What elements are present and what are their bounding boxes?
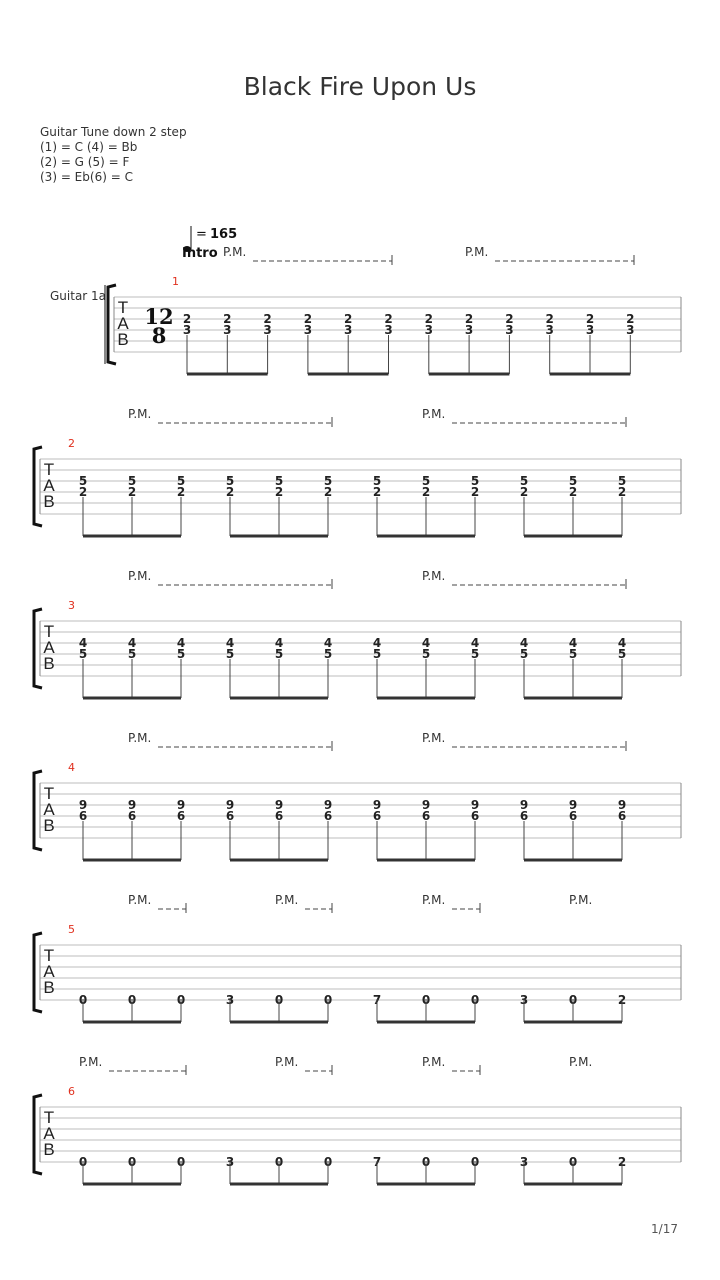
measure-number: 1: [172, 275, 179, 288]
fret-number: 5: [127, 647, 137, 661]
tuning-line: (1) = C (4) = Bb: [40, 140, 138, 154]
tab-clef-letter: B: [117, 330, 129, 349]
fret-number: 5: [225, 647, 235, 661]
tab-clef-letter: B: [43, 1140, 55, 1159]
palm-mute-label: P.M.: [465, 245, 489, 259]
fret-number: 0: [127, 1155, 137, 1169]
fret-number: 5: [176, 474, 186, 488]
fret-number: 9: [421, 798, 431, 812]
fret-number: 2: [372, 485, 382, 499]
palm-mute-label: P.M.: [79, 1055, 103, 1069]
fret-number: 0: [323, 1155, 333, 1169]
tab-clef-letter: B: [43, 654, 55, 673]
fret-number: 2: [274, 485, 284, 499]
measure-number: 6: [68, 1085, 75, 1098]
fret-number: 2: [626, 312, 635, 326]
fret-number: 2: [263, 312, 272, 326]
tab-clef-letter: T: [43, 946, 55, 965]
fret-number: 5: [323, 474, 333, 488]
fret-number: 4: [274, 636, 284, 650]
palm-mute-label: P.M.: [223, 245, 247, 259]
fret-number: 4: [323, 636, 333, 650]
tab-clef-letter: A: [43, 638, 55, 657]
measure-number: 4: [68, 761, 75, 774]
fret-number: 2: [344, 312, 353, 326]
fret-number: 5: [323, 647, 333, 661]
page-number: 1/17: [651, 1222, 678, 1236]
tab-clef-letter: A: [43, 476, 55, 495]
palm-mute-label: P.M.: [128, 407, 152, 421]
fret-number: 6: [127, 809, 137, 823]
fret-number: 3: [519, 1155, 529, 1169]
tab-clef-letter: A: [43, 962, 55, 981]
fret-number: 5: [421, 474, 431, 488]
fret-number: 3: [182, 323, 192, 337]
fret-number: 2: [470, 485, 480, 499]
fret-number: 4: [519, 636, 529, 650]
fret-number: 3: [519, 993, 529, 1007]
measure-number: 5: [68, 923, 75, 936]
fret-number: 3: [626, 323, 635, 337]
fret-number: 0: [421, 993, 431, 1007]
fret-number: 2: [617, 1155, 627, 1169]
tab-clef-letter: A: [117, 314, 129, 333]
fret-number: 3: [344, 323, 353, 337]
fret-number: 2: [424, 312, 433, 326]
tab-clef-letter: B: [43, 978, 55, 997]
fret-number: 3: [505, 323, 514, 337]
fret-number: 9: [323, 798, 333, 812]
fret-number: 9: [372, 798, 382, 812]
fret-number: 0: [568, 1155, 578, 1169]
fret-number: 5: [519, 474, 529, 488]
fret-number: 5: [127, 474, 137, 488]
tempo-bpm: 165: [210, 227, 238, 242]
palm-mute-label: P.M.: [569, 1055, 593, 1069]
fret-number: 0: [78, 993, 88, 1007]
fret-number: 6: [519, 809, 529, 823]
fret-number: 2: [568, 485, 578, 499]
tab-clef-letter: T: [43, 784, 55, 803]
fret-number: 2: [505, 312, 514, 326]
fret-number: 9: [470, 798, 480, 812]
fret-number: 3: [424, 323, 433, 337]
section-label: Intro: [182, 246, 218, 261]
fret-number: 7: [372, 1155, 382, 1169]
fret-number: 6: [225, 809, 235, 823]
tab-clef-letter: T: [43, 1108, 55, 1127]
fret-number: 3: [545, 323, 554, 337]
fret-number: 4: [470, 636, 480, 650]
fret-number: 2: [176, 485, 186, 499]
palm-mute-label: P.M.: [128, 569, 152, 583]
palm-mute-label: P.M.: [422, 1055, 446, 1069]
fret-number: 2: [182, 312, 192, 326]
fret-number: 0: [568, 993, 578, 1007]
fret-number: 4: [127, 636, 137, 650]
fret-number: 5: [274, 647, 284, 661]
fret-number: 2: [78, 485, 88, 499]
fret-number: 6: [78, 809, 88, 823]
fret-number: 6: [470, 809, 480, 823]
fret-number: 9: [225, 798, 235, 812]
palm-mute-label: P.M.: [422, 893, 446, 907]
fret-number: 2: [617, 485, 627, 499]
tab-clef-letter: B: [43, 816, 55, 835]
palm-mute-label: P.M.: [275, 1055, 299, 1069]
fret-number: 5: [617, 474, 627, 488]
fret-number: 9: [127, 798, 137, 812]
fret-number: 0: [323, 993, 333, 1007]
fret-number: 3: [303, 323, 313, 337]
fret-number: 5: [78, 647, 88, 661]
fret-number: 6: [372, 809, 382, 823]
fret-number: 6: [176, 809, 186, 823]
fret-number: 3: [263, 323, 272, 337]
fret-number: 3: [225, 993, 235, 1007]
measure-number: 2: [68, 437, 75, 450]
fret-number: 9: [519, 798, 529, 812]
fret-number: 2: [303, 312, 313, 326]
fret-number: 3: [384, 323, 393, 337]
fret-number: 5: [617, 647, 627, 661]
fret-number: 4: [225, 636, 235, 650]
fret-number: 4: [568, 636, 578, 650]
fret-number: 7: [372, 993, 382, 1007]
fret-number: 3: [585, 323, 595, 337]
tempo-prefix: =: [196, 227, 207, 242]
fret-number: 5: [470, 647, 480, 661]
fret-number: 4: [617, 636, 627, 650]
fret-number: 5: [568, 647, 578, 661]
fret-number: 6: [323, 809, 333, 823]
fret-number: 5: [78, 474, 88, 488]
fret-number: 9: [617, 798, 627, 812]
fret-number: 2: [585, 312, 595, 326]
fret-number: 5: [372, 647, 382, 661]
fret-number: 2: [223, 312, 232, 326]
palm-mute-label: P.M.: [275, 893, 299, 907]
measure-number: 3: [68, 599, 75, 612]
fret-number: 6: [274, 809, 284, 823]
fret-number: 0: [127, 993, 137, 1007]
fret-number: 2: [545, 312, 554, 326]
palm-mute-label: P.M.: [422, 731, 446, 745]
tab-clef-letter: T: [43, 622, 55, 641]
fret-number: 0: [421, 1155, 431, 1169]
fret-number: 6: [421, 809, 431, 823]
fret-number: 5: [225, 474, 235, 488]
fret-number: 3: [225, 1155, 235, 1169]
track-name: Guitar 1a: [50, 289, 107, 303]
fret-number: 2: [323, 485, 333, 499]
fret-number: 2: [225, 485, 235, 499]
fret-number: 5: [421, 647, 431, 661]
fret-number: 0: [78, 1155, 88, 1169]
tab-clef-letter: T: [43, 460, 55, 479]
fret-number: 2: [519, 485, 529, 499]
palm-mute-label: P.M.: [128, 893, 152, 907]
fret-number: 4: [372, 636, 382, 650]
fret-number: 5: [470, 474, 480, 488]
fret-number: 0: [274, 993, 284, 1007]
palm-mute-label: P.M.: [422, 407, 446, 421]
fret-number: 5: [274, 474, 284, 488]
palm-mute-label: P.M.: [569, 893, 593, 907]
tab-clef-letter: B: [43, 492, 55, 511]
tab-clef-letter: A: [43, 1124, 55, 1143]
fret-number: 5: [568, 474, 578, 488]
fret-number: 2: [617, 993, 627, 1007]
tuning-heading: Guitar Tune down 2 step: [40, 125, 187, 139]
song-title: Black Fire Upon Us: [243, 72, 477, 101]
fret-number: 6: [568, 809, 578, 823]
fret-number: 0: [470, 1155, 480, 1169]
tab-clef-letter: T: [117, 298, 129, 317]
fret-number: 2: [127, 485, 137, 499]
fret-number: 2: [464, 312, 474, 326]
fret-number: 3: [464, 323, 474, 337]
fret-number: 4: [78, 636, 88, 650]
fret-number: 5: [176, 647, 186, 661]
fret-number: 0: [176, 1155, 186, 1169]
fret-number: 0: [470, 993, 480, 1007]
tuning-line: (2) = G (5) = F: [40, 155, 130, 169]
fret-number: 3: [223, 323, 232, 337]
fret-number: 9: [274, 798, 284, 812]
tuning-line: (3) = Eb(6) = C: [40, 170, 133, 184]
palm-mute-label: P.M.: [422, 569, 446, 583]
fret-number: 9: [78, 798, 88, 812]
fret-number: 5: [519, 647, 529, 661]
fret-number: 5: [372, 474, 382, 488]
tab-clef-letter: A: [43, 800, 55, 819]
palm-mute-label: P.M.: [128, 731, 152, 745]
fret-number: 6: [617, 809, 627, 823]
fret-number: 2: [421, 485, 431, 499]
fret-number: 2: [384, 312, 393, 326]
time-signature-top: 12: [144, 304, 174, 329]
fret-number: 4: [421, 636, 431, 650]
fret-number: 0: [274, 1155, 284, 1169]
fret-number: 9: [176, 798, 186, 812]
fret-number: 9: [568, 798, 578, 812]
fret-number: 0: [176, 993, 186, 1007]
fret-number: 4: [176, 636, 186, 650]
time-signature-bottom: 8: [151, 323, 167, 348]
